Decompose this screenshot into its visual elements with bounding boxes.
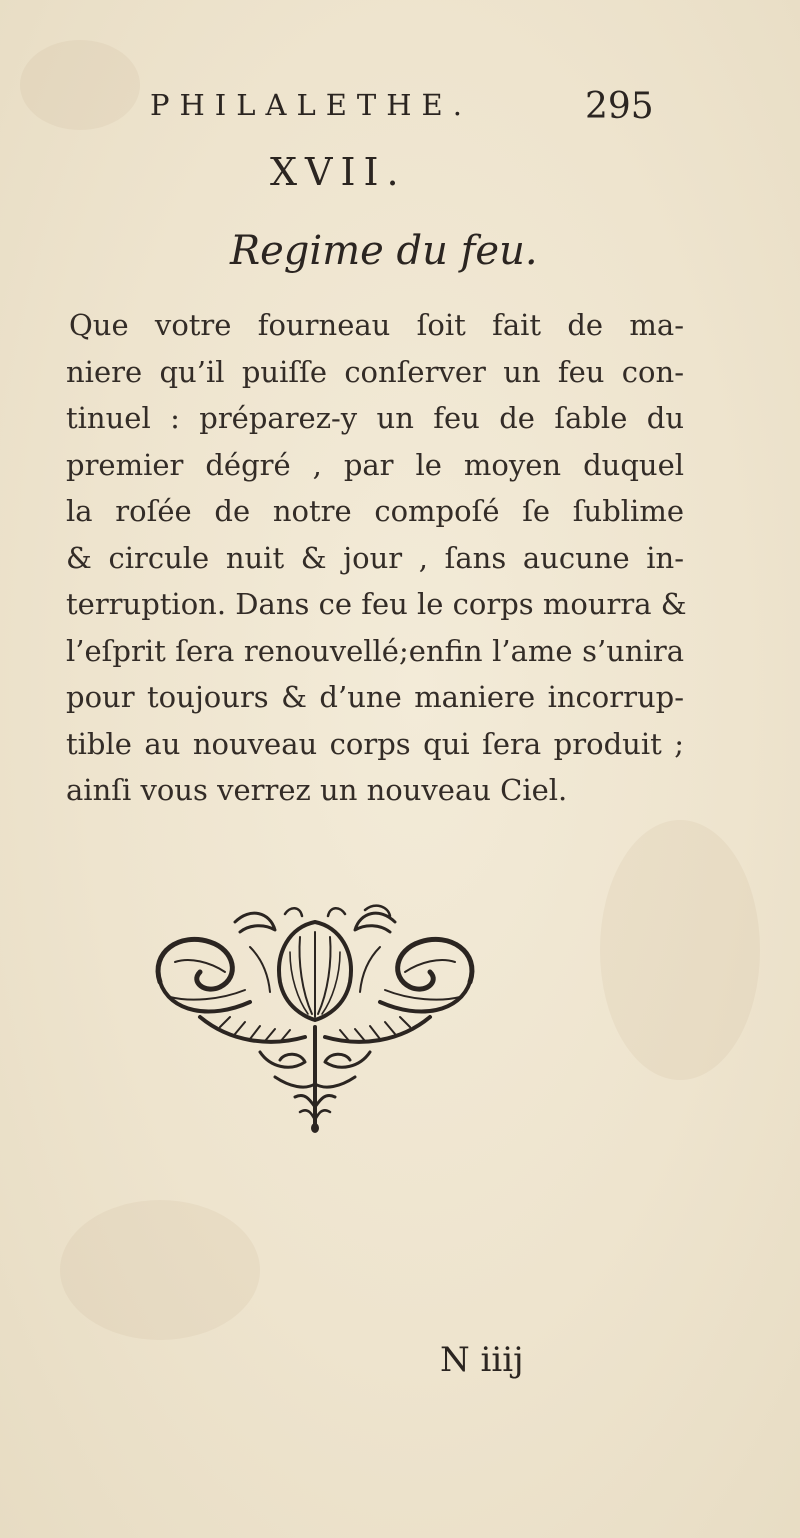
paper-stain xyxy=(60,1200,260,1340)
signature-mark: N iiij xyxy=(440,1340,524,1380)
chapter-title: Regime du feu. xyxy=(230,228,538,274)
paper-stain xyxy=(20,40,140,130)
text-line: tible au nouveau corps qui ſera produit ; xyxy=(66,726,684,761)
text-line: premier dégré , par le moyen duquel xyxy=(66,447,684,482)
chapter-number: XVII. xyxy=(270,150,407,194)
paper-stain xyxy=(600,820,760,1080)
text-line: ainſi vous verrez un nouveau Ciel. xyxy=(66,773,568,807)
body-paragraph xyxy=(66,302,687,814)
floral-ornament-icon xyxy=(140,902,490,1134)
text-line: pour toujours & d’une maniere incorrup- xyxy=(66,680,684,714)
running-head: PHILALETHE. xyxy=(150,88,472,122)
text-line: niere qu’il puiſſe conſerver un feu con- xyxy=(66,354,684,389)
text-line: tinuel : préparez-y un feu de ſable du xyxy=(66,401,684,435)
text-line: la roſée de notre compoſé ſe ſublime xyxy=(66,494,684,528)
text-line: Que votre fourneau ſoit fait de ma- xyxy=(69,308,684,342)
page-number: 295 xyxy=(585,86,654,127)
text-line: & circule nuit & jour , ſans aucune in- xyxy=(66,540,684,575)
text-line: terruption. Dans ce feu le corps mourra & xyxy=(66,587,687,621)
text-line: l’eſprit ſera renouvellé;enfin l’ame s’unira xyxy=(66,633,684,668)
